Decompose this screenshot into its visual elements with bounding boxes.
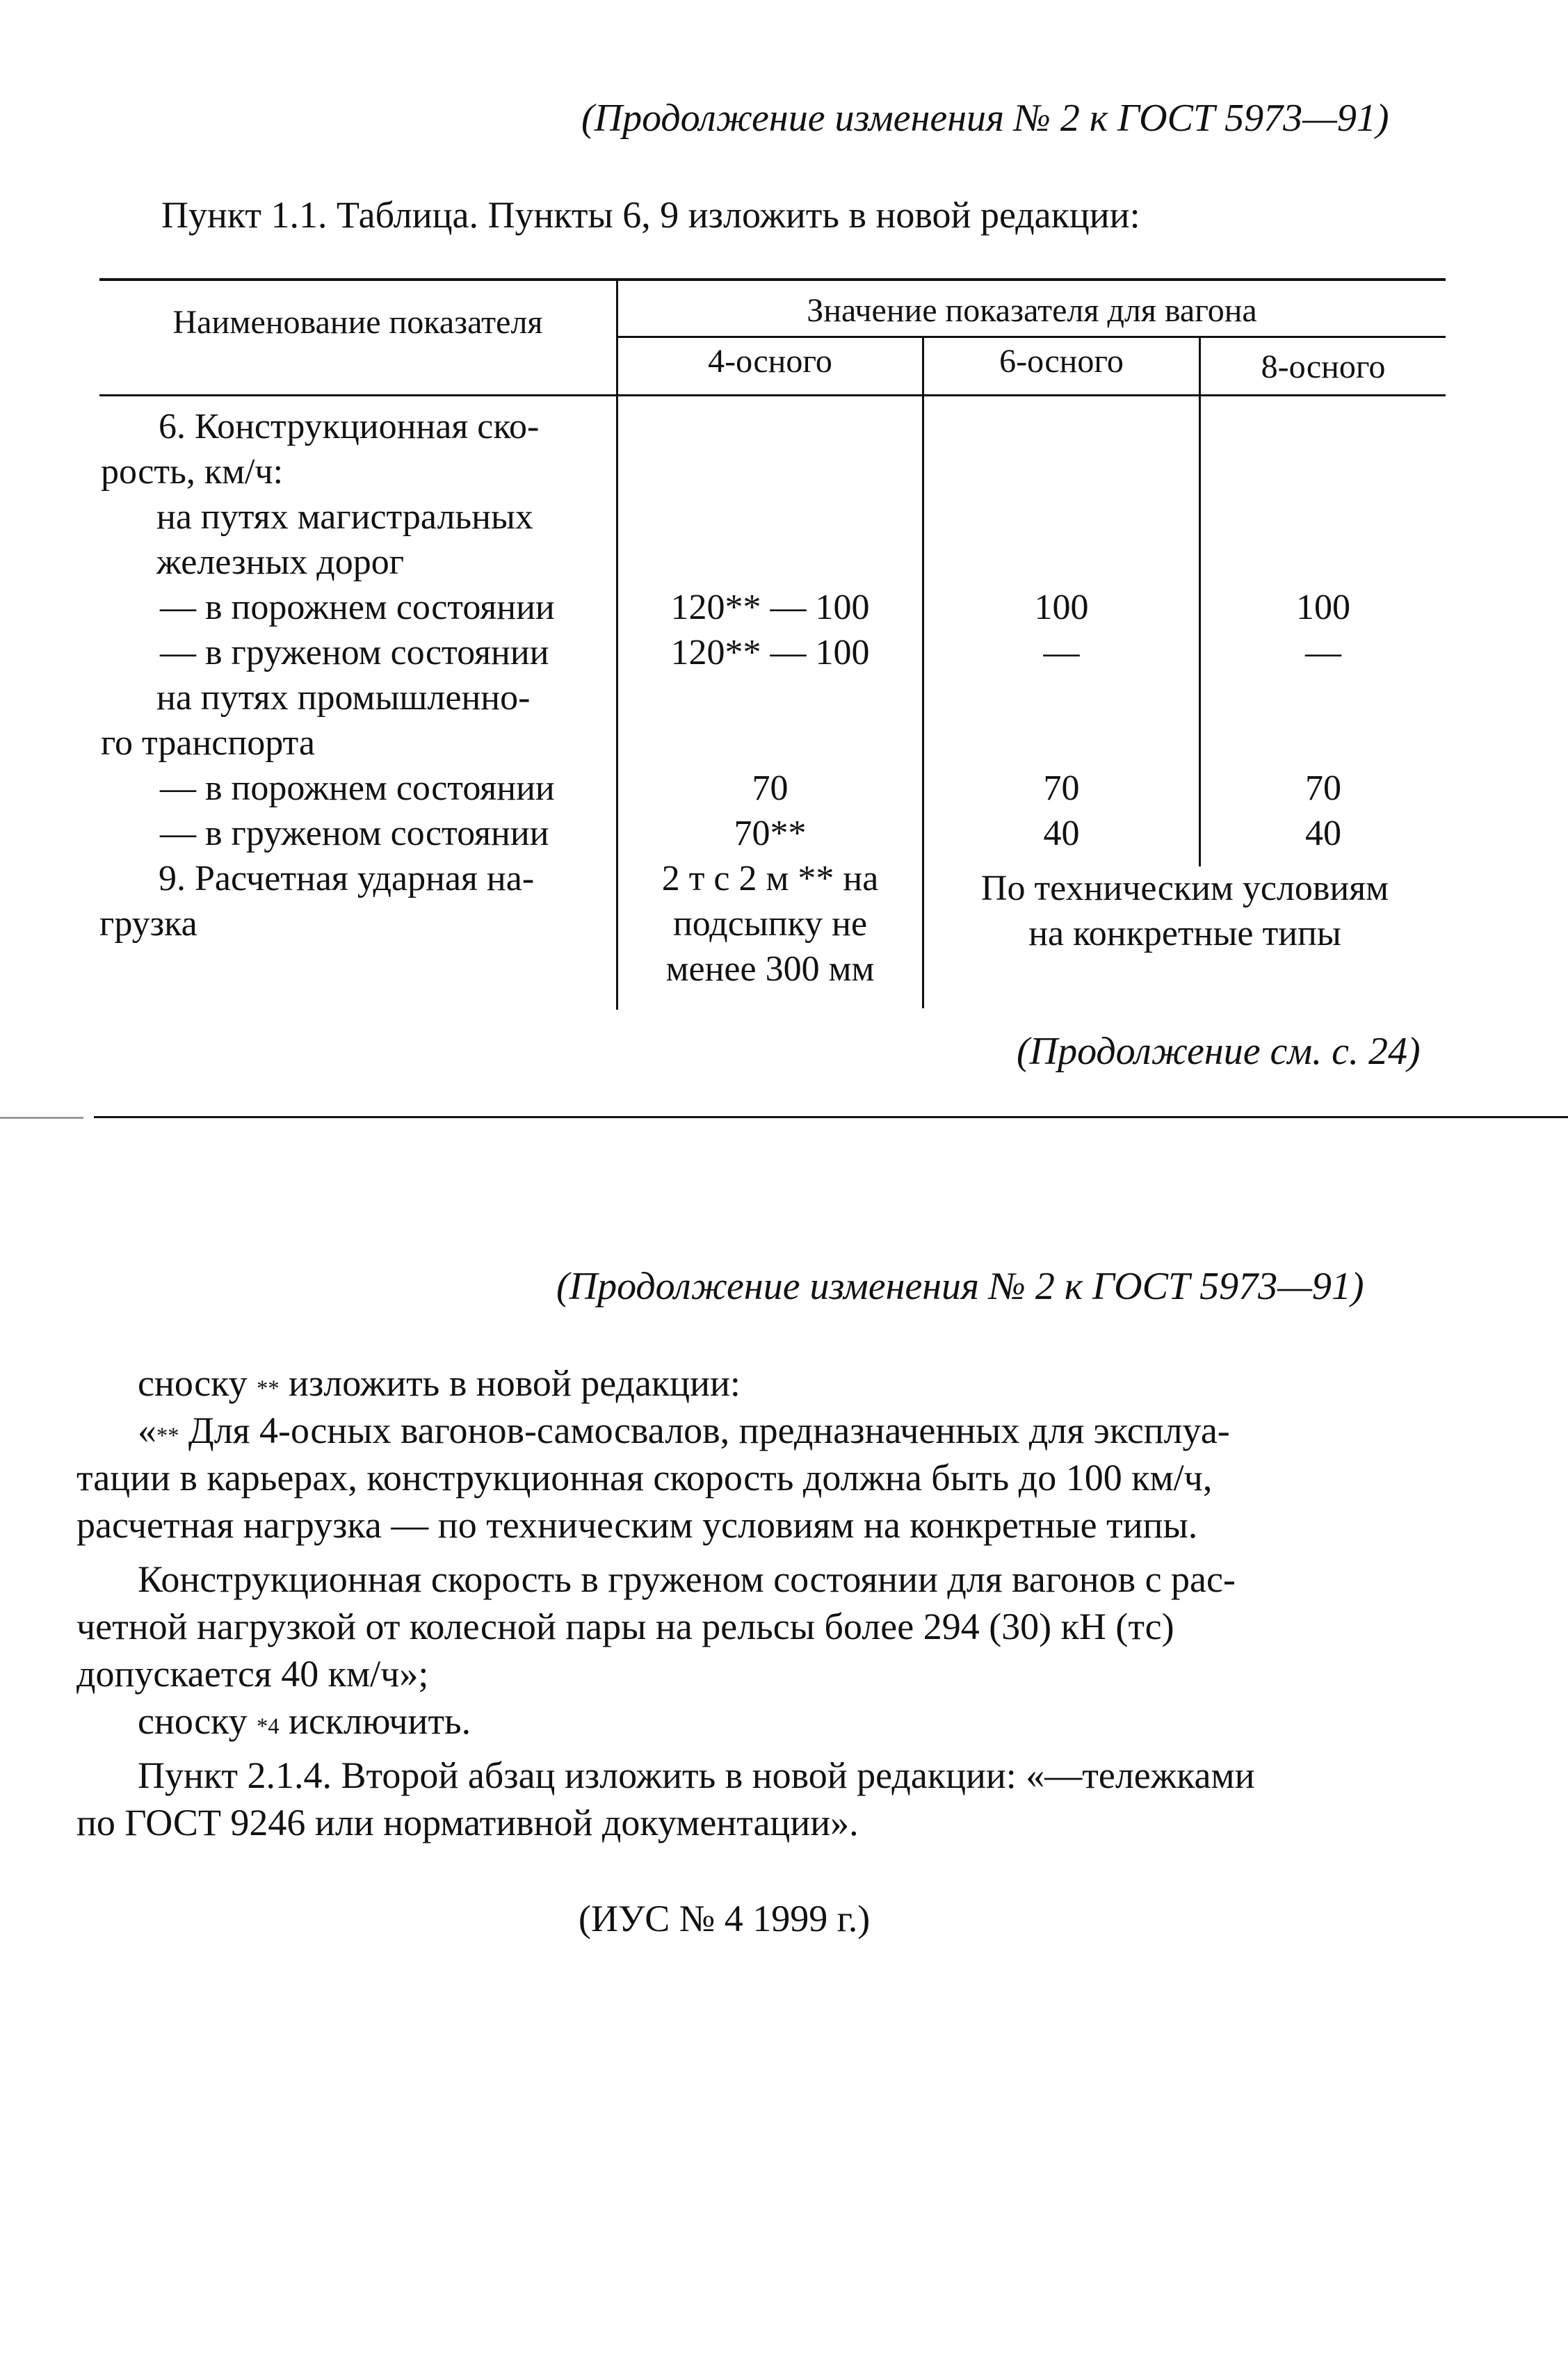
cell-4-axle: 70 [752, 768, 789, 808]
cell-8-axle: — [1305, 633, 1341, 672]
cell-8-axle: 40 [1305, 814, 1341, 853]
page-header-continuation: (Продолжение изменения № 2 к ГОСТ 5973—91) [556, 1265, 1364, 1308]
page-break-fragment [0, 1117, 83, 1119]
text-line: сноску $^{*4}$ исключить. [138, 1700, 471, 1742]
group-header: Значение показателя для вагона [807, 292, 1257, 329]
cell-8-axle: 70 [1305, 768, 1341, 808]
row-label: 6. Конструкционная ско- [159, 407, 540, 446]
row-label: — в порожнем состоянии [160, 768, 555, 808]
source-reference: (ИУС № 4 1999 г.) [579, 1898, 871, 1939]
row-label: — в груженом состоянии [160, 814, 549, 853]
cell-6-axle: 70 [1043, 768, 1080, 808]
row-label: 9. Расчетная ударная на- [159, 859, 535, 898]
text-line: «** Для 4-осных вагонов-самосвалов, предназначенных для эксплуа- [138, 1410, 1230, 1451]
text-line: сноску ** изложить в новой редакции: [138, 1362, 741, 1404]
text-line: четной нагрузкой от колесной пары на рельсы более 294 (30) кН (тс) [76, 1606, 1174, 1647]
cell-4-axle: 120** — 100 [670, 588, 870, 627]
table-header-rule [99, 394, 1446, 396]
row-label: рость, км/ч: [101, 452, 284, 492]
row-label: го транспорта [101, 723, 315, 763]
col-header-8: 8-осного [1261, 348, 1386, 385]
cell-6-axle: 40 [1043, 814, 1080, 853]
intro-paragraph: Пункт 1.1. Таблица. Пункты 6, 9 изложить в новой редакции: [161, 194, 1140, 236]
amendment-table [0, 0, 1568, 1043]
text-line: тации в карьерах, конструкционная скорость должна быть до 100 км/ч, [76, 1457, 1213, 1499]
row-label: — в порожнем состоянии [160, 588, 555, 627]
cell-6-axle: — [1043, 633, 1080, 672]
row-label: железных дорог [156, 542, 405, 582]
row-label: на путях промышленно- [156, 678, 531, 718]
cell-4-axle: 2 т с 2 м ** на [661, 859, 879, 898]
cell-8-axle: 100 [1296, 588, 1350, 627]
cell-4-axle: 70** [734, 814, 807, 853]
text-line: Пункт 2.1.4. Второй абзац изложить в новой редакции: «—тележками [138, 1754, 1255, 1796]
text-line: расчетная нагрузка — по техническим условиям на конкретные типы. [76, 1504, 1198, 1546]
page-break-rule [94, 1116, 1568, 1118]
table-group-rule [618, 336, 1446, 338]
cell-6-axle: 100 [1034, 588, 1089, 627]
merged-note-line: По техническим условиям [980, 869, 1389, 908]
col-header-6: 6-осного [999, 343, 1124, 380]
cell-4-axle: 120** — 100 [670, 633, 870, 672]
page-header-continuation: (Продолжение изменения № 2 к ГОСТ 5973—91) [581, 97, 1389, 140]
text-line: Конструкционная скорость в груженом состоянии для вагонов с рас- [138, 1558, 1236, 1600]
row-label: грузка [99, 904, 197, 944]
cell-4-axle: менее 300 мм [665, 949, 875, 989]
row-label: на путях магистральных [156, 497, 533, 537]
row-label: — в груженом состоянии [160, 633, 549, 672]
text-line: допускается 40 км/ч»; [76, 1653, 429, 1695]
continuation-footer: (Продолжение см. с. 24) [1017, 1030, 1421, 1073]
cell-4-axle: подсыпку не [672, 904, 868, 944]
col-header-4: 4-осного [708, 343, 832, 380]
text-line: по ГОСТ 9246 или нормативной документации». [76, 1802, 859, 1843]
col-name-header: Наименование показателя [172, 304, 543, 341]
merged-note-line: на конкретные типы [1028, 914, 1341, 953]
table-top-rule [99, 278, 1446, 281]
